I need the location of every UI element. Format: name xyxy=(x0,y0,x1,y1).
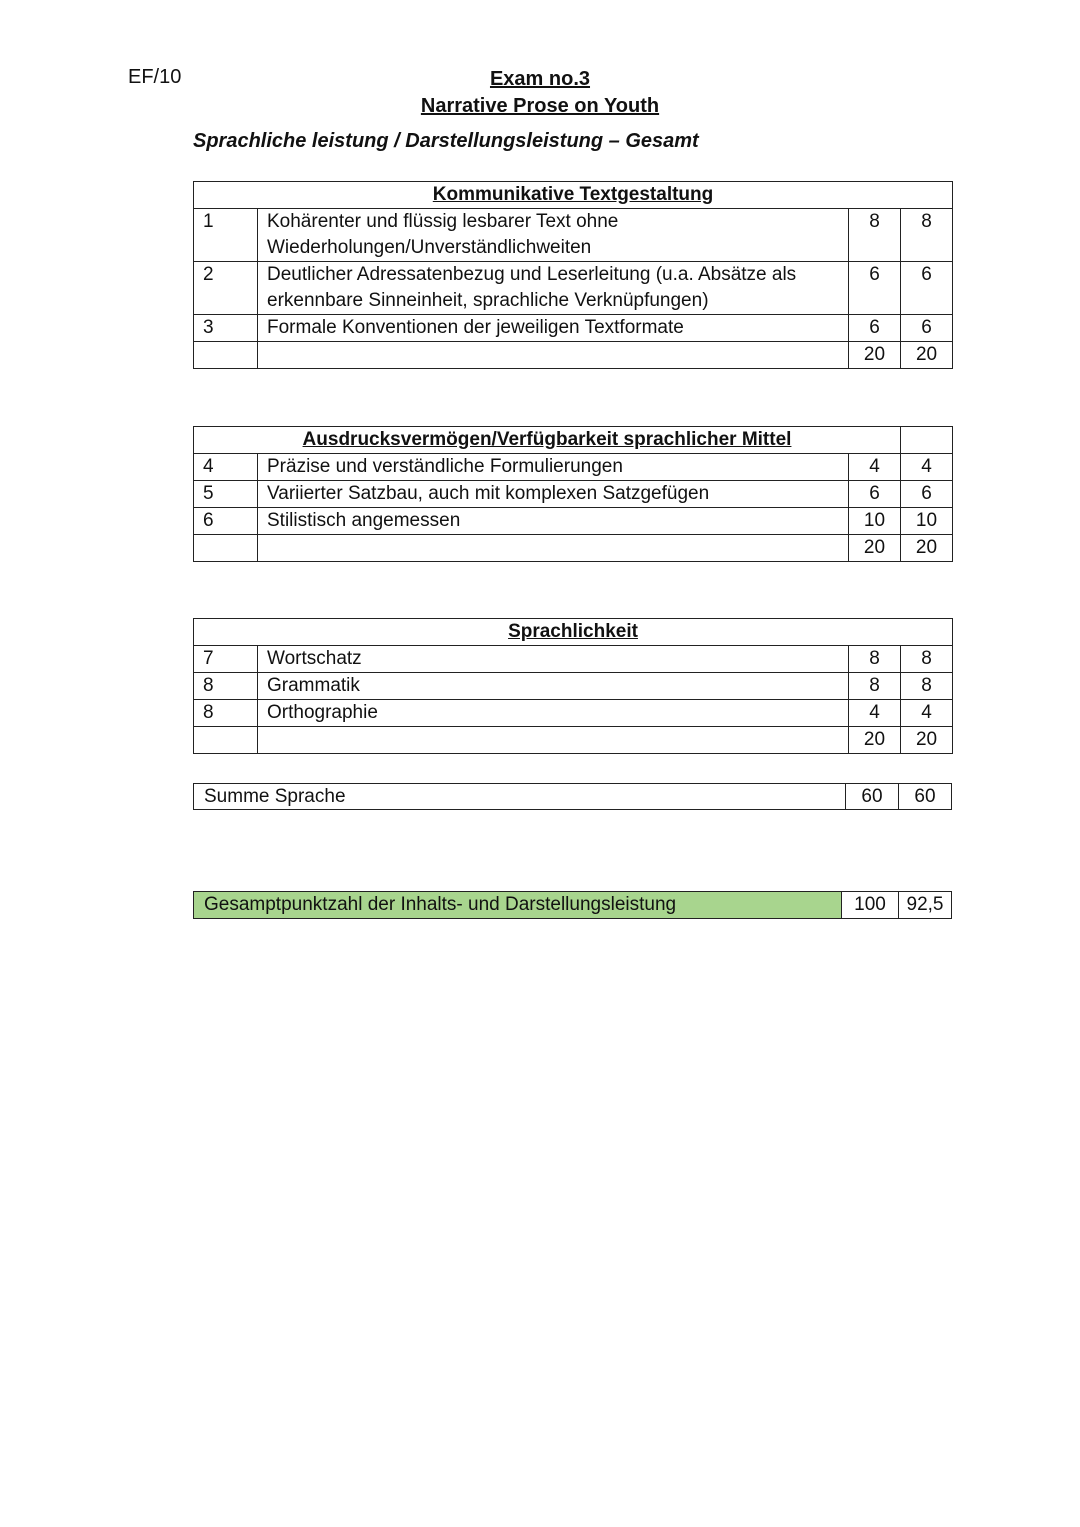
criterion-text: Stilistisch angemessen xyxy=(258,508,849,535)
table-row xyxy=(194,481,953,508)
max-points: 10 xyxy=(849,508,901,535)
total-achieved-points: 20 xyxy=(901,342,953,369)
table-row xyxy=(194,673,953,700)
table-heading-text: Kommunikative Textgestaltung xyxy=(432,184,714,205)
table-total-row xyxy=(194,342,953,369)
achieved-points: 6 xyxy=(901,315,953,342)
max-points: 6 xyxy=(849,262,901,315)
criterion-text: Grammatik xyxy=(258,673,849,700)
exam-title: Exam no.3 xyxy=(489,68,591,90)
total-max-points: 20 xyxy=(849,535,901,562)
criterion-number: 5 xyxy=(194,481,258,508)
summe-sprache-row xyxy=(193,783,952,810)
criterion-text: Präzise und verständliche Formulierungen xyxy=(258,454,849,481)
section-subtitle: Sprachliche leistung / Darstellungsleistung – Gesamt xyxy=(193,130,699,152)
criterion-number: 3 xyxy=(194,315,258,342)
criterion-number: 8 xyxy=(194,700,258,727)
exam-title-block xyxy=(0,66,1080,120)
criterion-text: Kohärenter und flüssig lesbarer Text ohne Wiederholungen/Unverständlichweiten xyxy=(258,209,849,262)
achieved-points: 6 xyxy=(901,262,953,315)
criterion-number: 1 xyxy=(194,209,258,262)
criterion-text: Deutlicher Adressatenbezug und Leserleitung (u.a. Absätze als erkennbare Sinneinheit, sprachliche Verknüpfungen) xyxy=(258,262,849,315)
criterion-number: 4 xyxy=(194,454,258,481)
table-total-row xyxy=(194,535,953,562)
achieved-points: 4 xyxy=(901,454,953,481)
table-row xyxy=(194,454,953,481)
empty-cell xyxy=(194,535,258,562)
empty-cell xyxy=(194,342,258,369)
achieved-points: 4 xyxy=(901,700,953,727)
table-kommunikative-textgestaltung xyxy=(193,181,953,369)
grand-total-max: 100 xyxy=(841,892,898,918)
max-points: 6 xyxy=(849,315,901,342)
achieved-points: 8 xyxy=(901,673,953,700)
max-points: 8 xyxy=(849,646,901,673)
max-points: 8 xyxy=(849,673,901,700)
achieved-points: 8 xyxy=(901,209,953,262)
table-heading-text: Ausdrucksvermögen/Verfügbarkeit sprachlicher Mittel xyxy=(302,429,792,450)
table-row xyxy=(194,508,953,535)
table-sprachlichkeit xyxy=(193,618,953,754)
summe-sprache-max: 60 xyxy=(845,784,898,809)
criterion-text: Variierter Satzbau, auch mit komplexen Satzgefügen xyxy=(258,481,849,508)
criterion-text: Formale Konventionen der jeweiligen Textformate xyxy=(258,315,849,342)
achieved-points: 8 xyxy=(901,646,953,673)
table-row xyxy=(194,262,953,315)
max-points: 6 xyxy=(849,481,901,508)
table-row xyxy=(194,700,953,727)
total-achieved-points: 20 xyxy=(901,727,953,754)
criterion-text: Orthographie xyxy=(258,700,849,727)
criterion-text: Wortschatz xyxy=(258,646,849,673)
table-row xyxy=(194,209,953,262)
summe-sprache-label: Summe Sprache xyxy=(204,786,346,807)
empty-cell xyxy=(258,727,849,754)
total-max-points: 20 xyxy=(849,342,901,369)
table-row xyxy=(194,315,953,342)
criterion-number: 7 xyxy=(194,646,258,673)
table-heading-text: Sprachlichkeit xyxy=(508,621,638,642)
table-heading xyxy=(194,619,953,646)
max-points: 4 xyxy=(849,700,901,727)
table-heading xyxy=(194,182,953,209)
empty-cell xyxy=(258,535,849,562)
total-achieved-points: 20 xyxy=(901,535,953,562)
criterion-number: 8 xyxy=(194,673,258,700)
max-points: 8 xyxy=(849,209,901,262)
table-ausdrucksvermoegen xyxy=(193,426,953,562)
table-row xyxy=(194,646,953,673)
empty-cell xyxy=(258,342,849,369)
grand-total-row xyxy=(193,891,952,919)
criterion-number: 6 xyxy=(194,508,258,535)
criterion-number: 2 xyxy=(194,262,258,315)
max-points: 4 xyxy=(849,454,901,481)
achieved-points: 6 xyxy=(901,481,953,508)
exam-topic: Narrative Prose on Youth xyxy=(420,95,660,117)
table-total-row xyxy=(194,727,953,754)
class-code: EF/10 xyxy=(128,66,182,88)
total-max-points: 20 xyxy=(849,727,901,754)
grand-total-label: Gesamptpunktzahl der Inhalts- und Darstellungsleistung xyxy=(194,892,841,918)
empty-cell xyxy=(901,427,953,454)
grand-total-score: 92,5 xyxy=(898,892,951,918)
achieved-points: 10 xyxy=(901,508,953,535)
summe-sprache-score: 60 xyxy=(898,784,951,809)
table-heading xyxy=(194,427,901,454)
empty-cell xyxy=(194,727,258,754)
